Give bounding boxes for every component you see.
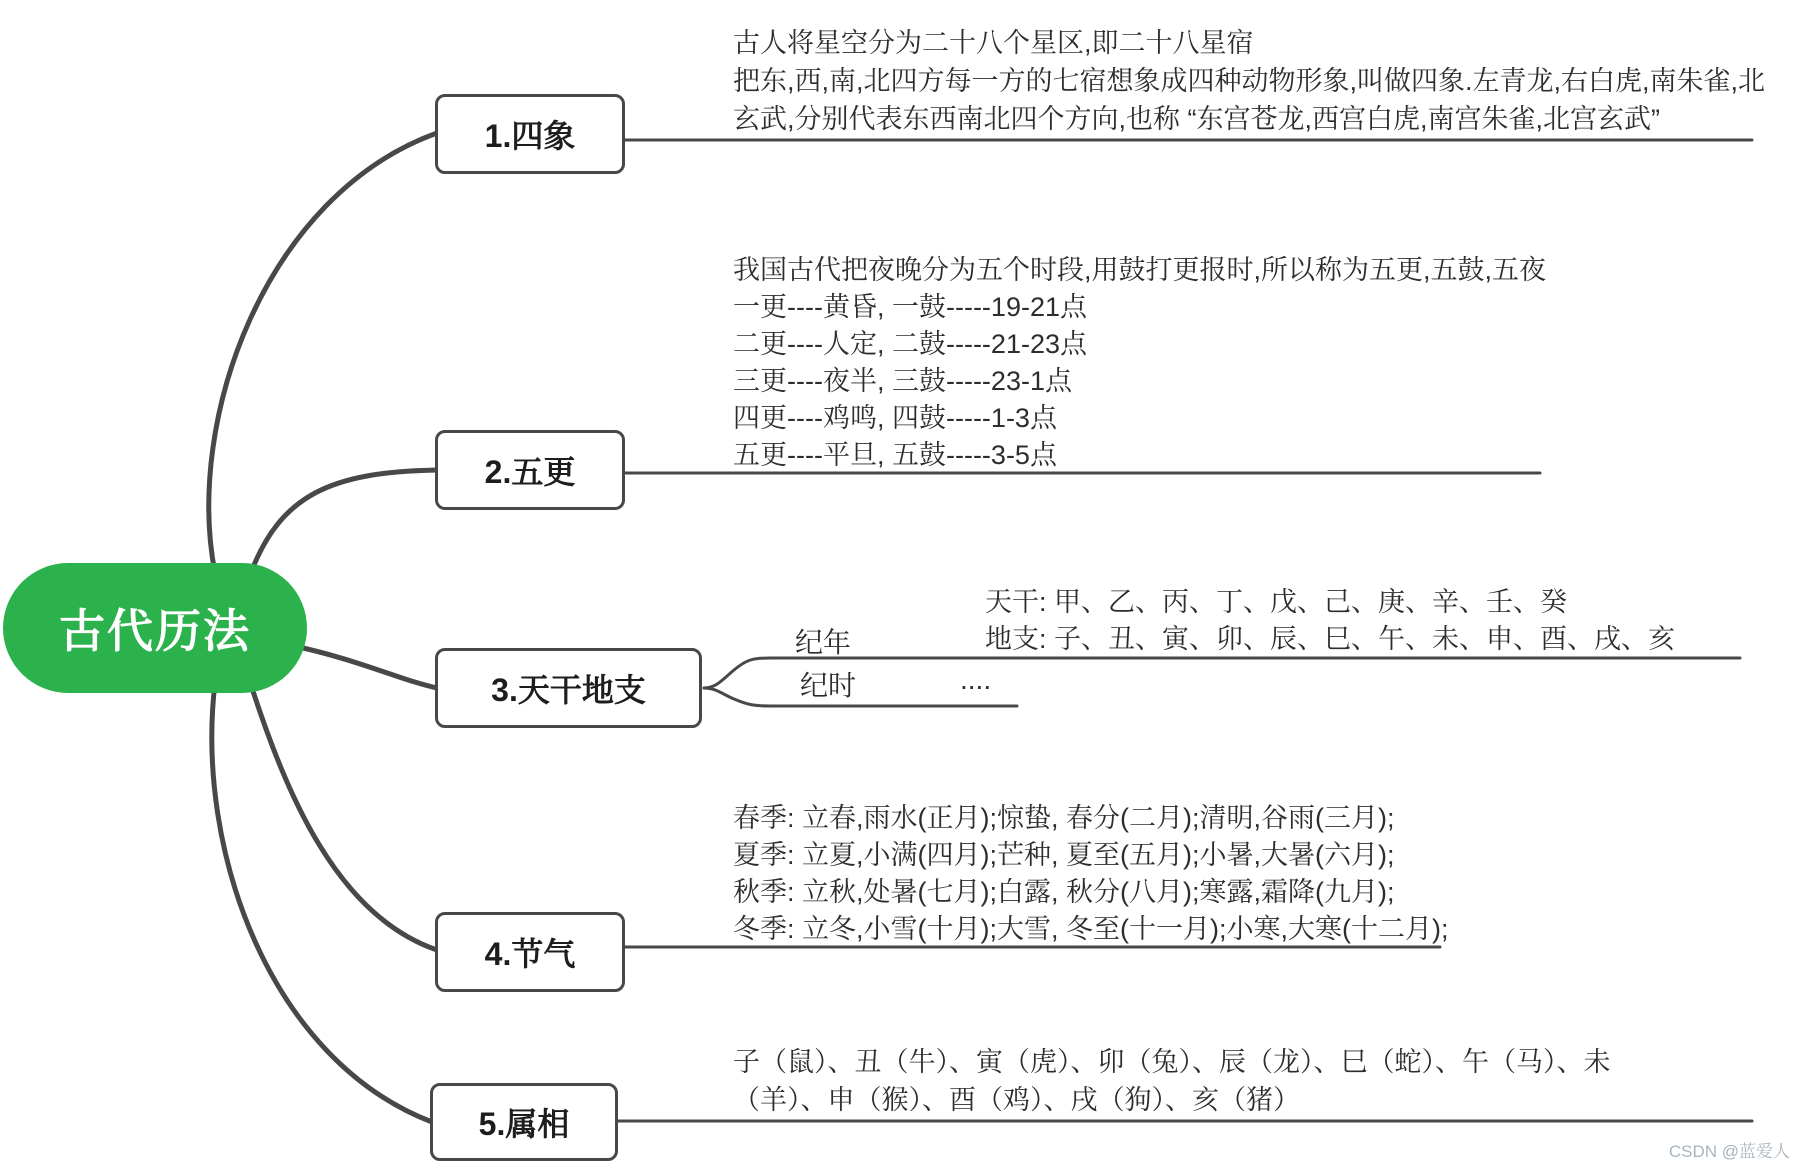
wugeng-line-3: 二更----人定, 二鼓-----21-23点 — [733, 329, 1087, 359]
sixiang-line-1: 古人将星空分为二十八个星区,即二十八星宿 — [733, 28, 1254, 58]
watermark: CSDN @蓝爱人 — [1668, 1142, 1790, 1161]
jieqi-line-4: 冬季: 立冬,小雪(十月);大雪, 冬至(十一月);小寒,大寒(十二月); — [733, 914, 1449, 944]
jieqi-line-3: 秋季: 立秋,处暑(七月);白露, 秋分(八月);寒露,霜降(九月); — [733, 877, 1395, 907]
jieqi-line-2: 夏季: 立夏,小满(四月);芒种, 夏至(五月);小暑,大暑(六月); — [733, 840, 1395, 870]
connector-root-shuxiang — [212, 683, 432, 1122]
node-wugeng[interactable]: 2.五更 — [435, 430, 625, 510]
shuxiang-line-2: （羊）、申（猴）、酉（鸡）、戌（狗）、亥（猪） — [733, 1085, 1300, 1115]
wugeng-line-5: 四更----鸡鸣, 四鼓-----1-3点 — [733, 403, 1057, 433]
connector-root-sixiang — [209, 133, 437, 573]
branchline-jinian — [704, 658, 1740, 688]
sixiang-line-2: 把东,西,南,北四方每一方的七宿想象成四种动物形象,叫做四象.左青龙,右白虎,南朱雀,北 — [733, 66, 1766, 96]
jieqi-text — [733, 800, 1448, 948]
sixiang-text — [733, 24, 1765, 138]
wugeng-line-2: 一更----黄昏, 一鼓-----19-21点 — [733, 292, 1087, 322]
subnode-jinian[interactable]: 纪年 — [795, 627, 852, 658]
subnode-jishi[interactable]: 纪时 — [800, 670, 857, 701]
connector-root-jieqi — [250, 682, 437, 950]
node-sixiang[interactable]: 1.四象 — [435, 94, 625, 174]
wugeng-line-4: 三更----夜半, 三鼓-----23-1点 — [733, 366, 1072, 396]
node-jieqi[interactable]: 4.节气 — [435, 912, 625, 992]
jishi-ellipsis-text: .... — [960, 664, 992, 695]
wugeng-line-1: 我国古代把夜晚分为五个时段,用鼓打更报时,所以称为五更,五鼓,五夜 — [733, 255, 1547, 285]
root-node[interactable]: 古代历法 — [3, 563, 307, 693]
sixiang-line-3: 玄武,分别代表东西南北四个方向,也称 “东宫苍龙,西宫白虎,南宫朱雀,北宫玄武” — [733, 104, 1660, 134]
wugeng-line-6: 五更----平旦, 五鼓-----3-5点 — [733, 440, 1057, 470]
jinian-tiangan-line: 天干: 甲、乙、丙、丁、戊、己、庚、辛、壬、癸 — [985, 587, 1568, 617]
wugeng-text — [733, 252, 1546, 474]
node-shuxiang[interactable]: 5.属相 — [430, 1083, 618, 1161]
connector-root-wugeng — [250, 470, 437, 575]
node-tiangandizhi[interactable]: 3.天干地支 — [435, 648, 702, 728]
shuxiang-line-1: 子（鼠）、丑（牛）、寅（虎）、卯（兔）、辰（龙）、巳（蛇）、午（马）、未 — [733, 1047, 1611, 1077]
jinian-text — [985, 584, 1675, 658]
jieqi-line-1: 春季: 立春,雨水(正月);惊蛰, 春分(二月);清明,谷雨(三月); — [733, 803, 1395, 833]
jinian-dizhi-line: 地支: 子、丑、寅、卯、辰、巳、午、未、申、酉、戌、亥 — [985, 624, 1676, 654]
shuxiang-text — [733, 1043, 1611, 1119]
connector-root-tiangandizhi — [290, 645, 437, 688]
